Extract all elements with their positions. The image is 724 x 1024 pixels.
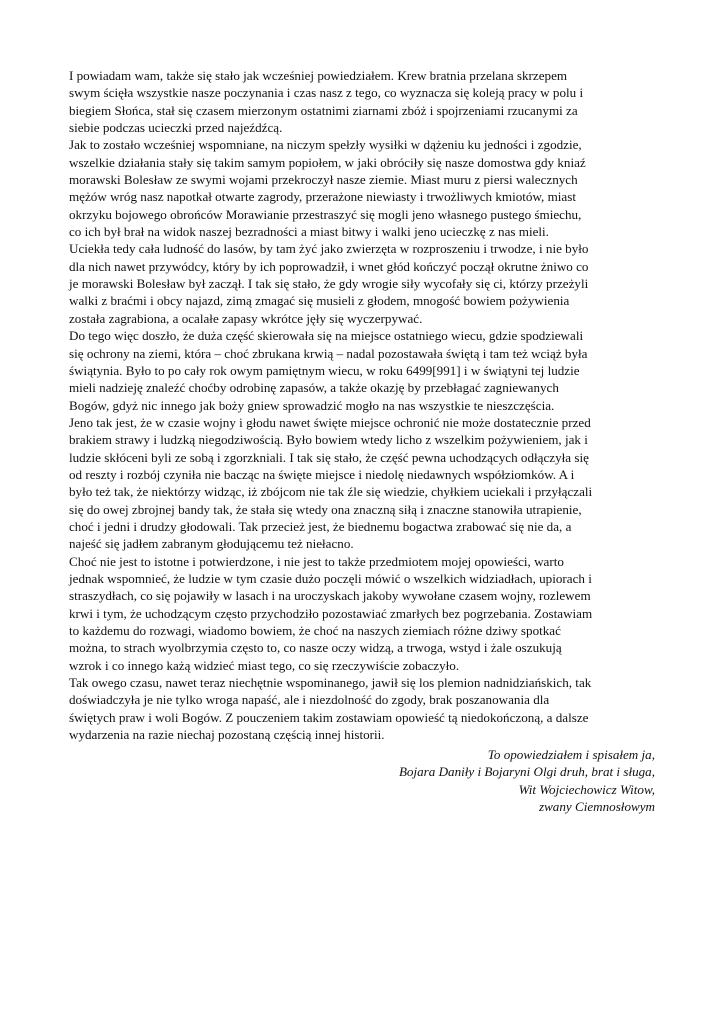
signature-line-1: To opowiedziałem i spisałem ja, — [487, 747, 655, 762]
signature-line-4: zwany Ciemnosłowym — [538, 799, 655, 815]
paragraph-7: Tak owego czasu, nawet teraz niechętnie wspominanego, jawił się los plemion nadnidziańskich, tak doświadczyła je nie tylko wroga napaść, ale i niezdolność do zgody, brak poszanowania dla świętych praw i woli Bogów. Z pouczeniem takim zostawiam opowieść tą niedokończoną, a dalsze wydarzenia na razie niechaj pozostaną częścią innej historii. — [69, 675, 592, 743]
paragraph-4: Do tego więc doszło, że duża część skierowała się na miejsce ostatniego wiecu, gdzie spodziewali się ochrony na ziemi, która – choć zbrukana krwią – nadal pozostawała świętą i tam też wciąż była świątynia. Było to po cały rok owym pamiętnym wiecu, w roku 6499[991] i w świątyni tej ludzie mieli nadzieję znaleźć choćby odrobinę zapasów, a także okazję by przebłagać zagniewanych Bogów, gdyż nic innego jak boży gniew sprowadzić mogło na nas wszystkie te nieszczęścia. — [69, 328, 588, 413]
signature-block — [399, 746, 655, 815]
paragraph-2: Jak to zostało wcześniej wspomniane, na niczym spełzły wysiłki w dążeniu ku jedności i zgodzie, wszelkie działania stały się takim samym popiołem, w jaki obróciły się nasze domostwa gdy kniaź morawski Bolesław ze swymi wojami przekroczył nasze ziemie. Miast muru z piersi walecznych mężów wróg nasz napotkał otwarte zagrody, przerażone niewiasty i trwożliwych kmiotów, miast okrzyku bojowego obrońców Morawianie przestraszyć się mogli jeno własnego pustego śmiechu, co ich był brał na widok naszej bezradności a miast bitwy i walki jeno ucieczkę z nas mieli. — [69, 137, 586, 240]
paragraph-1: I powiadam wam, także się stało jak wcześniej powiedziałem. Krew bratnia przelana skrzepem swym ścięła wszystkie nasze poczynania i czas nasz z tego, co wyznacza się koleją pracy w polu i biegiem Słońca, stał się czasem mierzonym ostatnimi ziarnami zbóż i spojrzeniami rzucanymi za siebie podczas ucieczki przed najeźdźcą. — [69, 68, 584, 136]
paragraph-3: Uciekła tedy cała ludność do lasów, by tam żyć jako zwierzęta w rozproszeniu i trwodze, i nie było dla nich nawet przywódcy, który by ich poprowadził, i wnet głód kończyć począł okrutne żniwo co je morawski Bolesław był zaczął. I tak się stało, że gdy wrogie siły wycofały się ci, którzy przeżyli walki z braćmi i obcy najazd, zimą zmagać się musieli z głodem, mnogość bowiem pożywienia została zagrabiona, a ocalałe zapasy wkrótce jęły się wyczerpywać. — [69, 241, 589, 326]
paragraph-6: Choć nie jest to istotne i potwierdzone, i nie jest to także przedmiotem mojej opowieści, warto jednak wspomnieć, że ludzie w tym czasie dużo poczęli mówić o wszelkich widziadłach, upiorach i straszydłach, co się pojawiły w lasach i na uroczyskach jakoby wywołane czasem wojny, rozlewem krwi i tym, że uchodzącym często przychodziło pozostawiać zmarłych bez pogrzebania. Zostawiam to każdemu do rozwagi, wiadomo bowiem, że choć na naszych ziemiach różne dziwy spotkać można, to strach wyolbrzymia często to, co nasze oczy widzą, a trwoga, wstyd i żale oszukują wzrok i co innego każą widzieć miast tego, co się rzeczywiście zobaczyło. — [69, 553, 593, 673]
signature-line-3: Wit Wojciechowicz Witow, — [518, 781, 655, 797]
signature-line-2: Bojara Daniły i Bojaryni Olgi druh, brat i sługa, — [398, 764, 655, 780]
paragraph-5: Jeno tak jest, że w czasie wojny i głodu nawet święte miejsce ochronić nie może dostatecznie przed brakiem strawy i ludzką niegodziwością. Było bowiem wtedy licho z wszelkim pożywieniem, jak i ludzie skłóceni byli ze sobą i zgorzkniali. I tak się stało, że część pewna uchodzących odłączyła się od reszty i rozbój czyniła nie bacząc na święte miejsce i niedolę niedawnych współziomków. A i było też tak, że niektórzy widząc, iż zbójcom nie tak źle się wiedzie, chyłkiem uciekali i przyłączali się do owej zbrojnej bandy tak, że stała się wtedy ona znaczną siłą i znaczne stanowiła utrapienie, choć i jedni i drudzy głodowali. Tak przecież jest, że biednemu bogactwa zrabować się nie da, a najeść się jadłem zabranym głodującemu też niełacno. — [69, 414, 593, 552]
document-body — [69, 67, 659, 743]
